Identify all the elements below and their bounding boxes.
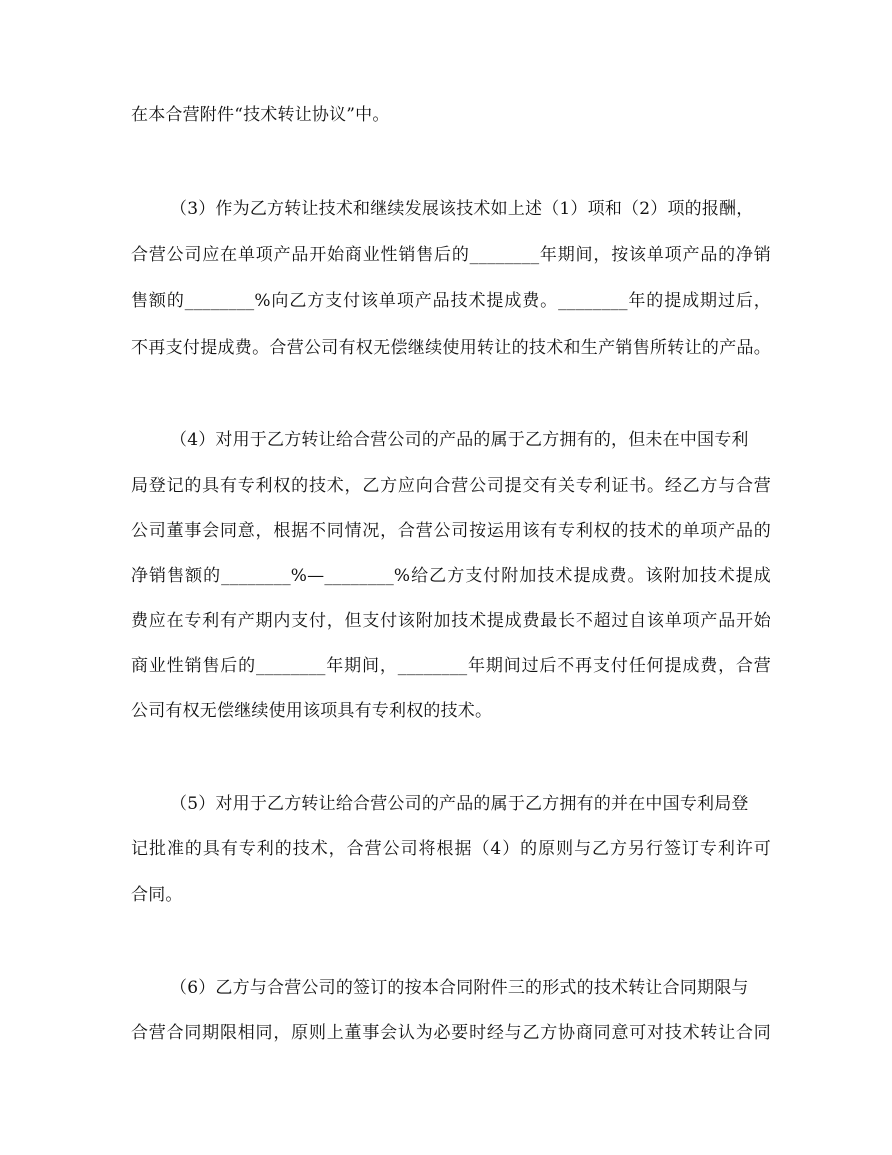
text-line: 合营公司应在单项产品开始商业性销售后的________年期间，按该单项产品的净销 [131,245,771,265]
text-line: 费应在专利有产期内支付，但支付该附加技术提成费最长不超过自该单项产品开始 [131,611,771,631]
text-line: 售额的________%向乙方支付该单项产品技术提成费。________年的提成期过后， [131,291,771,311]
text-line: （5）对用于乙方转让给合营公司的产品的属于乙方拥有的并在中国专利局登 [170,794,749,814]
text-line: （6）乙方与合营公司的签订的按本合同附件三的形式的技术转让合同期限与 [170,978,749,998]
text-line: 合营合同期限相同，原则上董事会认为必要时经与乙方协商同意可对技术转让合同 [131,1023,771,1043]
text-line: 合同。 [131,885,183,905]
text-line: 不再支付提成费。合营公司有权无偿继续使用转让的技术和生产销售所转让的产品。 [131,338,771,358]
text-line: （3）作为乙方转让技术和继续发展该技术如上述（1）项和（2）项的报酬， [170,199,754,219]
text-line: 公司有权无偿继续使用该项具有专利权的技术。 [131,701,493,721]
text-line: 净销售额的________%—________%给乙方支付附加技术提成费。该附加技术提成 [131,566,771,586]
text-line: （4）对用于乙方转让给合营公司的产品的属于乙方拥有的，但未在中国专利 [170,430,749,450]
text-line: 记批准的具有专利的技术，合营公司将根据（4）的原则与乙方另行签订专利许可 [131,839,771,859]
text-line: 局登记的具有专利权的技术，乙方应向合营公司提交有关专利证书。经乙方与合营 [131,476,771,496]
text-line: 商业性销售后的________年期间，________年期间过后不再支付任何提成费，合营 [131,656,771,676]
text-line: 在本合营附件“技术转让协议”中。 [131,105,390,125]
text-line: 公司董事会同意，根据不同情况，合营公司按运用该有专利权的技术的单项产品的 [131,521,771,541]
